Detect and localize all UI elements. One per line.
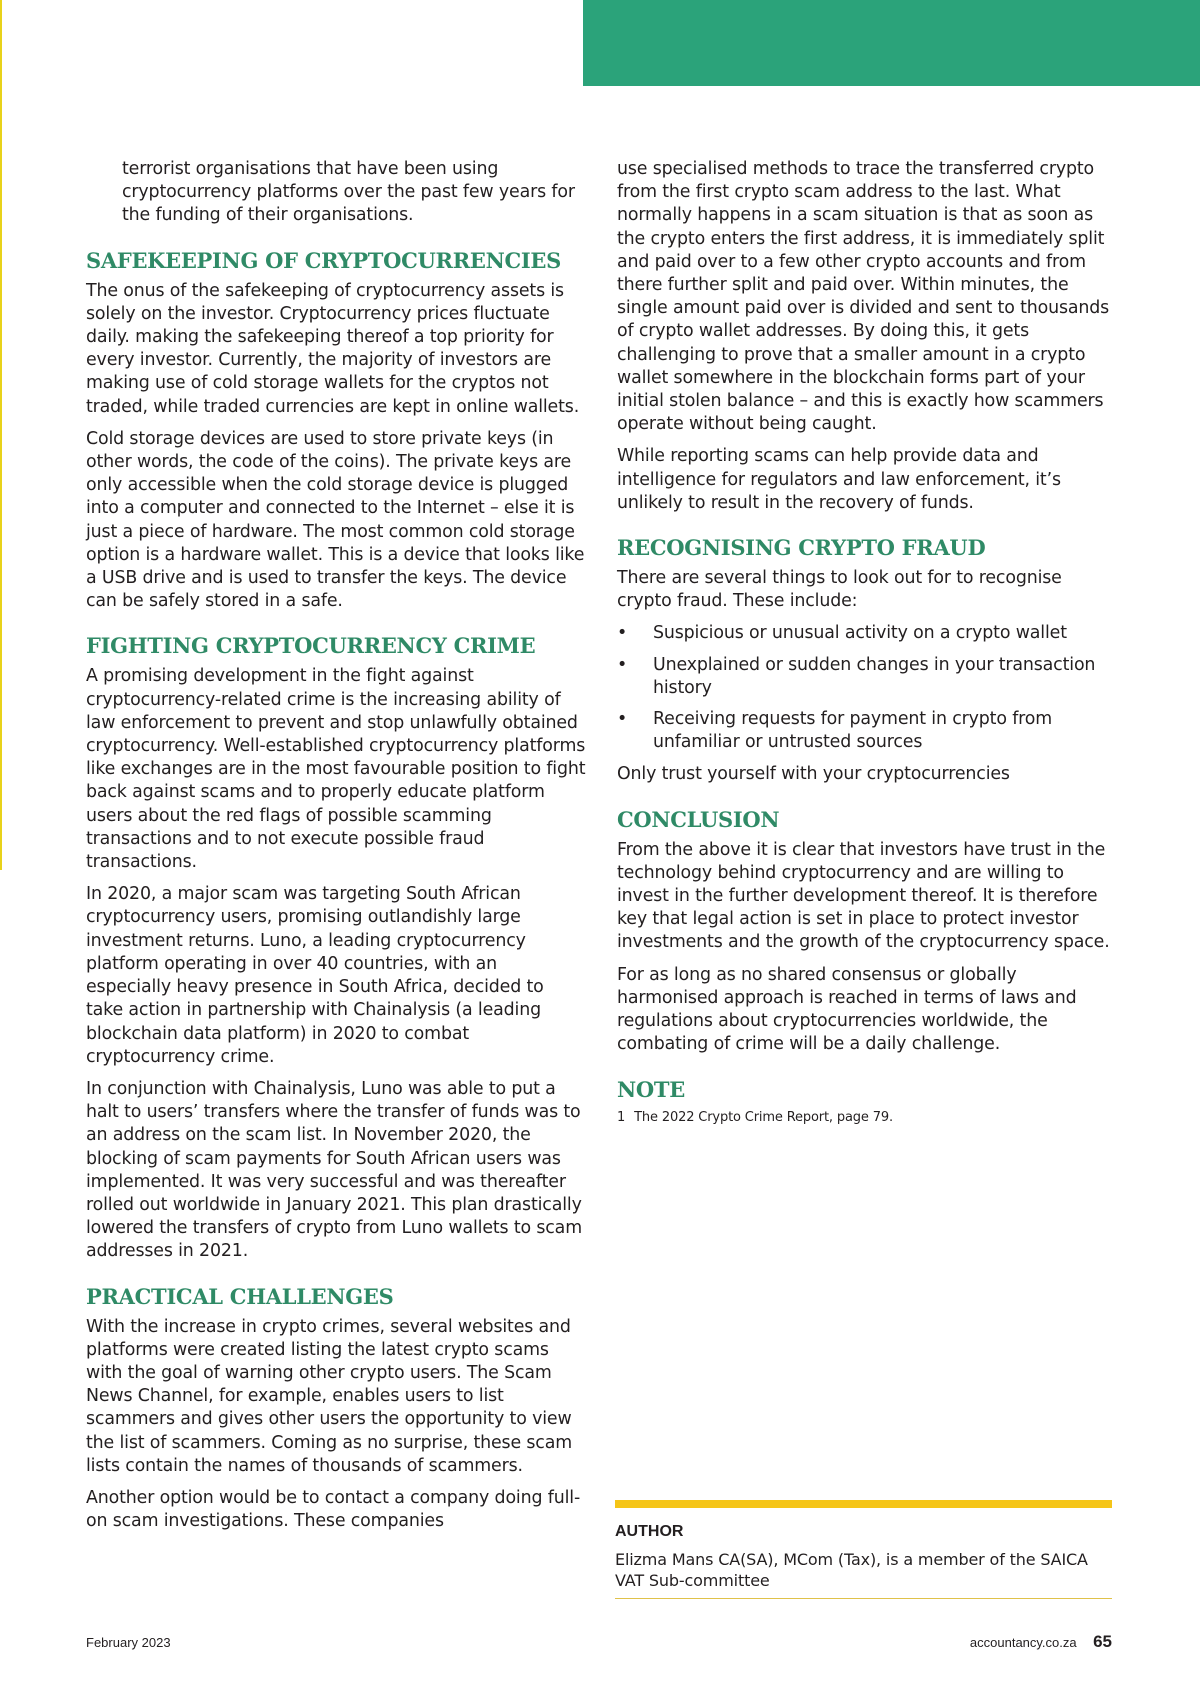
intro-paragraph: terrorist organisations that have been using cryptocurrency platforms over the past few years for the funding of their organisations. — [122, 159, 575, 226]
author-top-bar — [615, 1500, 1112, 1508]
paragraph: For as long as no shared consensus or globally harmonised approach is reached in terms of laws and regulations about cryptocurrencies worldwide, the combating of crime will be a daily challenge. — [617, 964, 1077, 1055]
paragraph: Only trust yourself with your cryptocurrencies — [617, 764, 1010, 785]
paragraph: While reporting scams can help provide data and intelligence for regulators and law enforcement, it’s unlikely to result in the recovery of funds. — [617, 446, 1061, 513]
fraud-signs-list — [617, 622, 1117, 754]
paragraph: With the increase in crypto crimes, several websites and platforms were created listing the latest crypto scams with the goal of warning other crypto users. The Scam News Channel, for example, enables users to list scammers and gives other users the opportunity to view the list of scammers. Coming as no surprise, these scam lists contain the names of thousands of scammers. — [86, 1316, 572, 1476]
paragraph: In conjunction with Chainalysis, Luno was able to put a halt to users’ transfers where the transfer of funds was to an address on the scam list. In November 2020, the blocking of scam payments for South African users was implemented. It was very successful and was thereafter rolled out worldwide in January 2021. This plan drastically lowered the transfers of crypto from Luno wallets to scam addresses in 2021. — [86, 1078, 582, 1262]
paragraph: A promising development in the fight against cryptocurrency-related crime is the increasing ability of law enforcement to prevent and stop unlawfully obtained cryptocurrency. Well-established cryptocurrency platforms like exchanges are in the most favourable position to fight back against scams and to properly educate platform users about the red flags of possible scamming transactions and to not execute possible fraud transactions. — [86, 666, 586, 873]
list-item — [617, 654, 1117, 700]
footer-date: February 2023 — [86, 1635, 171, 1650]
footnote-text: The 2022 Crypto Crime Report, page 79. — [634, 1109, 893, 1125]
paragraph: use specialised methods to trace the transferred crypto from the first crypto scam address to the last. What normally happens in a scam situation is that as soon as the crypto enters the first address, it is immediately split and paid over to a few other crypto accounts and from there further split and paid over. Within minutes, the single amount paid over is divided and sent to thousands of crypto wallet addresses. By doing this, it gets challenging to prove that a smaller amount in a crypto wallet somewhere in the blockchain forms part of your initial stolen balance – and this is exactly how scammers operate without being caught. — [617, 159, 1110, 435]
heading-fighting-crime: FIGHTING CRYPTOCURRENCY CRIME — [86, 633, 536, 659]
paragraph: From the above it is clear that investors have trust in the technology behind cryptocurrency and are willing to invest in the further development thereof. It is therefore key that legal action is set in place to protect investor investments and the growth of the cryptocurrency space. — [617, 839, 1110, 953]
paragraph: Another option would be to contact a company doing full-on scam investigations. These companies — [86, 1487, 581, 1532]
bullet-icon: • — [617, 709, 628, 730]
footnote-number: 1 — [617, 1109, 626, 1125]
bullet-icon: • — [617, 654, 628, 675]
list-item-text: Unexplained or sudden changes in your transaction history — [653, 654, 1096, 698]
heading-conclusion: CONCLUSION — [617, 806, 780, 832]
author-heading: AUTHOR — [615, 1523, 684, 1540]
list-item-text: Suspicious or unusual activity on a crypto wallet — [653, 623, 1067, 644]
heading-safekeeping: SAFEKEEPING OF CRYPTOCURRENCIES — [86, 247, 561, 273]
heading-practical-challenges: PRACTICAL CHALLENGES — [86, 1283, 394, 1309]
list-item — [617, 622, 1117, 645]
footnote — [617, 1109, 1117, 1127]
list-item-text: Receiving requests for payment in crypto from unfamiliar or untrusted sources — [653, 709, 1053, 753]
paragraph: In 2020, a major scam was targeting South African cryptocurrency users, promising outlandishly large investment returns. Luno, a leading cryptocurrency platform operating in over 40 countries, with an especially heavy presence in South Africa, decided to take action in partnership with Chainalysis (a leading blockchain data platform) in 2020 to combat cryptocurrency crime. — [86, 884, 544, 1067]
bullet-icon: • — [617, 623, 628, 644]
author-text: Elizma Mans CA(SA), MCom (Tax), is a member of the SAICA VAT Sub-committee — [615, 1550, 1088, 1590]
author-box — [615, 1500, 1112, 1599]
list-item — [617, 708, 1117, 754]
edge-accent-line — [0, 0, 2, 870]
author-bottom-rule — [615, 1598, 1112, 1599]
left-column — [86, 158, 586, 1542]
right-column — [617, 158, 1117, 1127]
paragraph: Cold storage devices are used to store private keys (in other words, the code of the coins). The private keys are only accessible when the cold storage device is plugged into a computer and connected to the Internet – else it is just a piece of hardware. The most common cold storage option is a hardware wallet. This is a device that looks like a USB drive and is used to transfer the keys. The device can be safely stored in a safe. — [86, 428, 585, 612]
header-color-band — [583, 0, 1200, 86]
heading-recognising-fraud: RECOGNISING CRYPTO FRAUD — [617, 535, 986, 561]
page-number: 65 — [1093, 1632, 1112, 1651]
paragraph: There are several things to look out for to recognise crypto fraud. These include: — [617, 568, 1062, 612]
footer-site-link[interactable]: accountancy.co.za — [969, 1635, 1077, 1650]
paragraph: The onus of the safekeeping of cryptocurrency assets is solely on the investor. Cryptocurrency prices fluctuate daily. making the safekeeping thereof a top priority for every investor. Currently, the majority of investors are making use of cold storage wallets for the cryptos not traded, while traded currencies are kept in online wallets. — [86, 280, 580, 417]
heading-note: NOTE — [617, 1076, 685, 1102]
footer-right — [970, 1632, 1112, 1652]
